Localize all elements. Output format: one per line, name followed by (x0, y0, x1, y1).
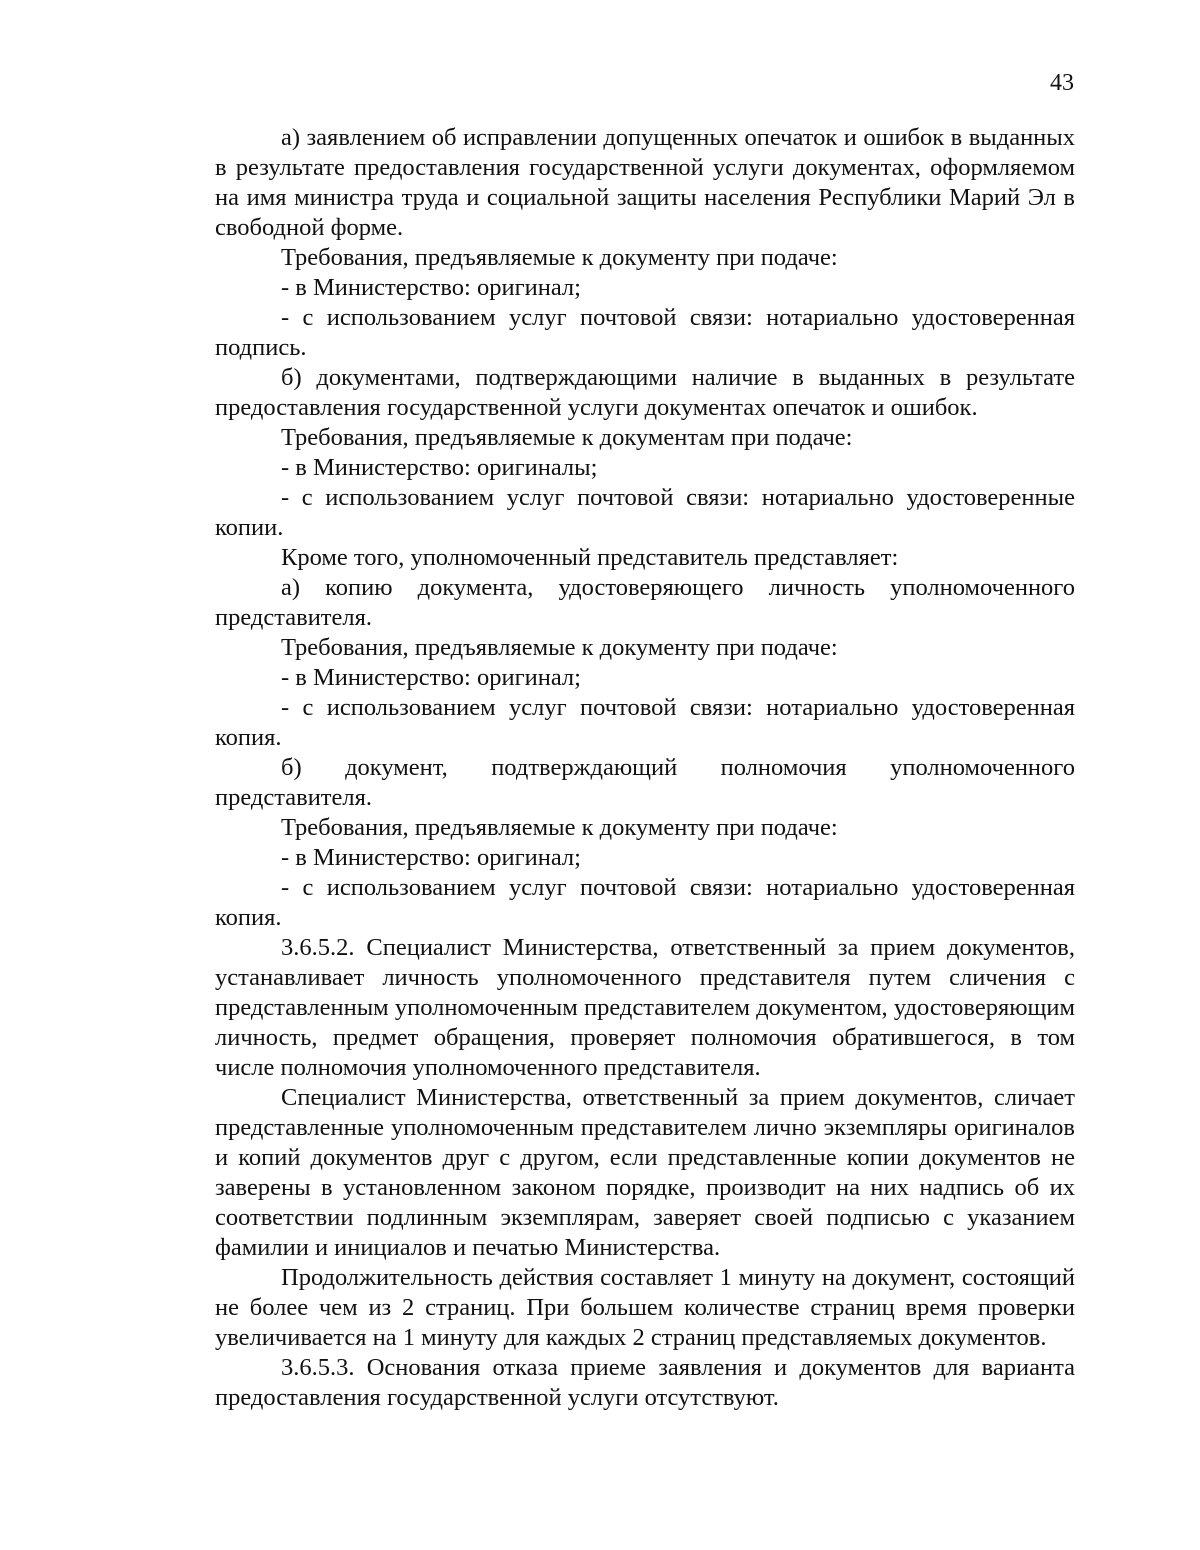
paragraph: Требования, предъявляемые к документу при подаче: (281, 814, 838, 841)
page-number: 43 (1050, 70, 1074, 96)
paragraph: - с использованием услуг почтовой связи: нотариально удостоверенная копия. (215, 694, 1075, 751)
paragraph: Требования, предъявляемые к документам при подаче: (281, 424, 853, 451)
document-body (215, 123, 1075, 1413)
paragraph: Кроме того, уполномоченный представитель представляет: (281, 544, 899, 571)
paragraph: - в Министерство: оригинал; (281, 274, 581, 301)
paragraph: а) копию документа, удостоверяющего личность уполномоченного представителя. (215, 574, 1075, 631)
paragraph: Продолжительность действия составляет 1 минуту на документ, состоящий не более чем из 2 страниц. При большем количестве страниц время проверки увеличивается на 1 минуту для каждых 2 страниц представляемых документов. (215, 1264, 1075, 1351)
paragraph: - с использованием услуг почтовой связи: нотариально удостоверенная копия. (215, 874, 1075, 931)
paragraph: - с использованием услуг почтовой связи: нотариально удостоверенные копии. (215, 484, 1075, 541)
paragraph: - в Министерство: оригинал; (281, 664, 581, 691)
paragraph: б) документами, подтверждающими наличие в выданных в результате предоставления государственной услуги документах опечаток и ошибок. (215, 364, 1075, 421)
paragraph: б) документ, подтверждающий полномочия уполномоченного представителя. (215, 754, 1075, 811)
paragraph: 3.6.5.3. Основания отказа приеме заявления и документов для варианта предоставления государственной услуги отсутствуют. (215, 1354, 1075, 1411)
paragraph: - с использованием услуг почтовой связи: нотариально удостоверенная подпись. (215, 304, 1075, 361)
paragraph: а) заявлением об исправлении допущенных опечаток и ошибок в выданных в результате предоставления государственной услуги документах, оформляемом на имя министра труда и социальной защиты населения Республики Марий Эл в свободной форме. (215, 124, 1075, 241)
paragraph: - в Министерство: оригиналы; (281, 454, 598, 481)
paragraph: Специалист Министерства, ответственный за прием документов, сличает представленные уполномоченным представителем лично экземпляры оригиналов и копий документов друг с другом, если представленные копии документов не заверены в установленном законом порядке, производит на них надпись об их соответствии подлинным экземплярам, заверяет своей подписью с указанием фамилии и инициалов и печатью Министерства. (215, 1084, 1075, 1261)
paragraph: 3.6.5.2. Специалист Министерства, ответственный за прием документов, устанавливает личность уполномоченного представителя путем сличения с представленным уполномоченным представителем документом, удостоверяющим личность, предмет обращения, проверяет полномочия обратившегося, в том числе полномочия уполномоченного представителя. (215, 934, 1075, 1081)
paragraph: Требования, предъявляемые к документу при подаче: (281, 244, 838, 271)
paragraph: Требования, предъявляемые к документу при подаче: (281, 634, 838, 661)
paragraph: - в Министерство: оригинал; (281, 844, 581, 871)
